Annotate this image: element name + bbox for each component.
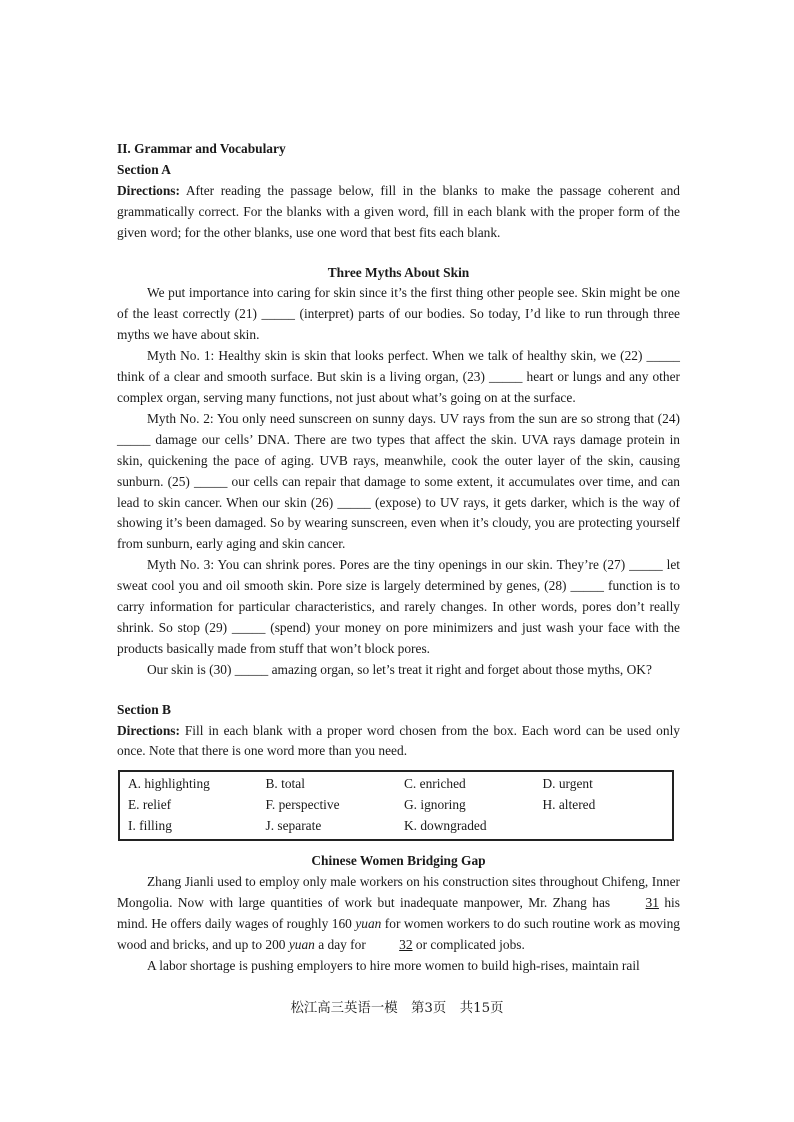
directions-label: Directions: — [117, 722, 180, 738]
section-b-directions — [117, 721, 680, 763]
passage-title-b: Chinese Women Bridging Gap — [311, 853, 486, 869]
section-a-label: Section A — [117, 161, 171, 177]
word-option: F. perspective — [265, 797, 340, 813]
passage-a-paragraph: Myth No. 2: You only need sunscreen on sunny days. UV rays from the sun are so strong that (24) _____ damage our cells’ DNA. There are two types that affect the skin. UVA rays damage protein in skin, quickening the pace of aging. UVB rays, meanwhile, cook the outer layer of the skin, causing sunburn. (25) _____ our cells can repair that damage to some extent, it accumulates over time, and can lead to skin cancer. When our skin (26) _____ (expose) to UV rays, it gets darker, which is the way of showing it’s been damaged. So by wearing sunscreen, even when it’s cloudy, you are protecting yourself from sunburn, early aging and skin cancer. — [117, 410, 680, 552]
word-box — [118, 770, 674, 841]
passage-a-paragraph: Our skin is (30) _____ amazing organ, so let’s treat it right and forget about those myths, OK? — [147, 661, 652, 677]
yuan-italic: yuan — [288, 936, 315, 952]
blank-31: 31 — [645, 894, 659, 910]
text-run: or complicated jobs. — [412, 936, 525, 952]
text-run: for women workers to do such routine work as moving wood and bricks, and up to 200 — [117, 915, 680, 952]
word-option — [535, 816, 674, 840]
word-option: J. separate — [265, 818, 322, 834]
text-run: a day for — [314, 936, 370, 952]
word-option: K. downgraded — [404, 818, 487, 834]
word-option: E. relief — [128, 797, 172, 813]
section-heading: II. Grammar and Vocabulary — [117, 141, 286, 156]
word-box-row — [119, 816, 673, 840]
passage-a-paragraph: Myth No. 3: You can shrink pores. Pores are the tiny openings in our skin. They’re (27) _____ let sweat cool you and oil smooth skin. Pore size is largely determined by genes, (28) _____ function is to carry information for particular characteristics, and rarely changes. In other words, pores don’t really shrink. So stop (29) _____ (spend) your money on pore minimizers and just wash your face with the products basically made from stuff that won’t block pores. — [117, 557, 680, 656]
content — [117, 139, 680, 977]
word-option: I. filling — [128, 818, 172, 834]
passage-title-a: Three Myths About Skin — [327, 264, 470, 280]
passage-b-paragraph: A labor shortage is pushing employers to hire more women to build high-rises, maintain rail — [147, 957, 640, 973]
word-option: B. total — [265, 776, 305, 792]
word-option: A. highlighting — [128, 776, 210, 792]
passage-b-paragraph — [117, 872, 680, 956]
word-box-row — [119, 795, 673, 816]
directions-text: After reading the passage below, fill in the blanks to make the passage coherent and grammatically correct. For the blanks with a given word, fill in each blank with the proper form of the given word; for the other blanks, use one word that best fits each blank. — [117, 182, 680, 240]
passage-a-paragraph: Myth No. 1: Healthy skin is skin that looks perfect. When we talk of healthy skin, we (22) _____ think of a clear and smooth surface. But skin is a living organ, (23) _____ heart or lungs and any other complex organ, serving many functions, not just about what’s going on at the surface. — [117, 348, 680, 405]
word-option: H. altered — [542, 797, 596, 813]
word-option: C. enriched — [404, 776, 466, 792]
word-option: G. ignoring — [404, 797, 466, 813]
directions-label: Directions: — [117, 182, 180, 198]
directions-text: Fill in each blank with a proper word chosen from the box. Each word can be used only once. Note that there is one word more than you need. — [117, 722, 680, 759]
word-box-row — [119, 771, 673, 795]
text-run: Zhang Jianli used to employ only male workers on his construction sites throughout Chifeng, Inner Mongolia. Now with large quantities of work but inadequate manpower, Mr. Zhang has — [117, 874, 680, 910]
word-option: D. urgent — [542, 776, 593, 792]
blank-32: 32 — [399, 936, 413, 952]
passage-a-paragraph: We put importance into caring for skin since it’s the first thing other people see. Skin might be one of the least correctly (21) _____ (interpret) parts of our bodies. So today, I’d like to run through three myths we have about skin. — [117, 285, 680, 343]
section-b-label: Section B — [117, 701, 171, 717]
text-run: his mind. He offers daily wages of roughly 160 — [117, 894, 680, 931]
yuan-italic: yuan — [355, 915, 382, 931]
page-footer: 松江高三英语一模 第3页 共15页 — [290, 1001, 504, 1016]
section-a-directions — [117, 181, 680, 244]
